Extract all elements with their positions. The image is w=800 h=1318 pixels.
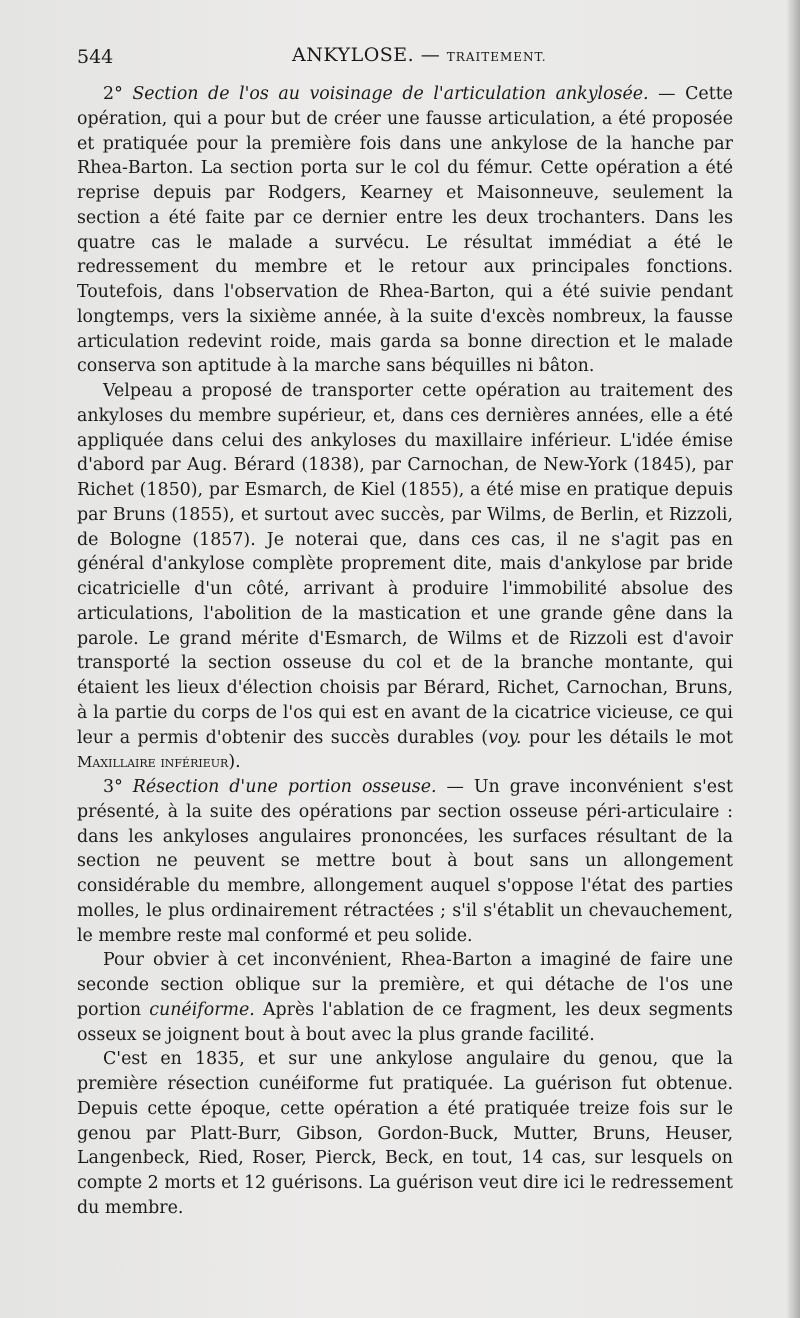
paragraph-text: ). (228, 752, 241, 773)
paragraph-text: C'est en 1835, et sur une ankylose angulaire du genou, que la première résection cunéiforme fut pratiquée. La guérison fut obtenue. Depuis cette époque, cette opération a été pratiquée treize fois sur le genou par Platt-Burr, Gibson, Gordon-Buck, Mutter, Bruns, Heuser, Langenbeck, Ried, Roser, Pierck, Beck, en tout, 14 cas, sur lesquels on compte 2 morts et 12 guérisons. La guérison veut dire ici le redressement du membre. (77, 1049, 733, 1218)
header-dash: — (420, 44, 441, 66)
body-text (77, 82, 733, 1221)
paragraph-text: Pour obvier à cet inconvénient, Rhea-Barton a imaginé de faire une seconde section oblique sur la première, et qui détache de l'os une portion (77, 950, 733, 1020)
paragraph-text: Après l'ablation de ce fragment, les deux segments osseux se joignent bout à bout avec la plus grande facilité. (77, 999, 733, 1045)
paragraph-1835 (77, 1047, 733, 1220)
running-title (292, 44, 547, 66)
paragraph-resection (77, 775, 733, 948)
paragraph-obvier (77, 948, 733, 1047)
section-number: 2° (103, 84, 123, 104)
italic-term: cunéiforme. (149, 999, 255, 1020)
section-heading: Section de l'os au voisinage de l'articulation ankylosée. (132, 84, 649, 104)
italic-reference: voy. (488, 727, 522, 748)
small-caps-reference: Maxillaire inférieur (77, 753, 229, 772)
paragraph-text: — Un grave inconvénient s'est présenté, à la suite des opérations par section osseuse péri-articulaire : dans les ankyloses angulaires prononcées, les surfaces résultant de la section ne peuvent se mettre bout à bout sans un allongement considérable du membre, allongement auquel s'oppose l'état des parties molles, le plus ordinairement rétractées ; s'il s'établit un chevauchement, le membre reste mal conformé et peu solide. (77, 777, 734, 946)
page-number: 544 (77, 46, 114, 68)
running-header (77, 44, 737, 74)
paragraph-text: — Cette opération, qui a pour but de créer une fausse articulation, a été proposée et pratiquée pour la première fois dans une ankylose de la hanche par Rhea-Barton. La section porta sur le col du fémur. Cette opération a été reprise depuis par Rodgers, Kearney et Maisonneuve, seulement la section a été faite par ce dernier entre les deux trochanters. Dans les quatre cas le malade a survécu. Le résultat immédiat a été le redressement du membre et le retour aux principales fonctions. Toutefois, dans l'observation de Rhea-Barton, qui a été suivie pendant longtemps, vers la sixième année, à la suite d'excès nombreux, la fausse articulation redevint roide, mais garda sa bonne direction et le malade conserva son aptitude à la marche sans béquilles ni bâton. (77, 84, 733, 377)
paragraph-text: Velpeau a proposé de transporter cette opération au traitement des ankyloses du membre supérieur, et, dans ces dernières années, elle a été appliquée dans celui des ankyloses du maxillaire inférieur. L'idée émise d'abord par Aug. Bérard (1838), par Carnochan, de New-York (1845), par Richet (1850), par Esmarch, de Kiel (1855), a été mise en pratique depuis par Bruns (1855), et surtout avec succès, par Wilms, de Berlin, et Rizzoli, de Bologne (1857). Je noterai que, dans ces cas, il ne s'agit pas en général d'ankylose complète proprement dite, mais d'ankylose par bride cicatricielle d'un côté, arrivant à produire l'immobilité absolue des articulations, l'abolition de la mastication et une grande gêne dans la parole. Le grand mérite d'Esmarch, de Wilms et de Rizzoli est d'avoir transporté la section osseuse du col et de la branche montante, qui étaient les lieux d'élection choisis par Bérard, Richet, Carnochan, Bruns, à la partie du corps de l'os qui est en avant de la cicatrice vicieuse, ce qui leur a permis d'obtenir des succès durables ( (77, 381, 733, 748)
paragraph-velpeau (77, 379, 733, 775)
section-heading: Résection d'une portion osseuse. (132, 777, 437, 797)
page-edge-shadow (786, 0, 800, 1318)
paragraph-text: pour les détails le mot (521, 727, 733, 748)
paragraph-section-os (77, 82, 733, 379)
header-title: ANKYLOSE. (292, 44, 415, 66)
header-subtitle: TRAITEMENT. (446, 50, 547, 64)
section-number: 3° (103, 777, 123, 797)
